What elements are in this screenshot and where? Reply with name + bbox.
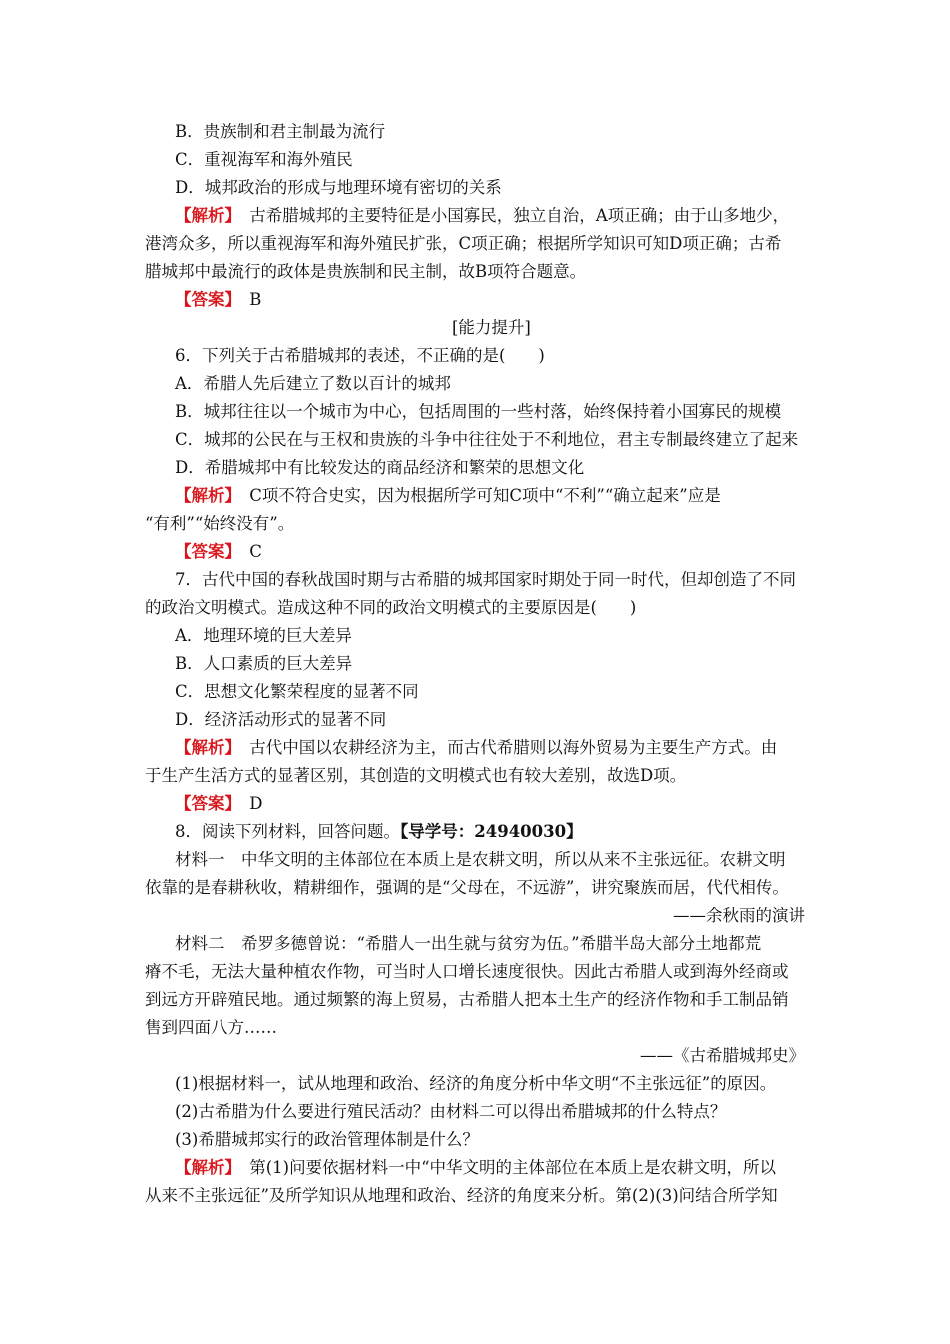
guide-number: 【导学号：24940030】 — [400, 822, 583, 841]
q6-stem: 6．下列关于古希腊城邦的表述，不正确的是( ) — [175, 346, 545, 365]
q6-option-a: A．希腊人先后建立了数以百计的城邦 — [175, 374, 451, 393]
q6-answer: 【答案】 C — [175, 542, 262, 561]
q8-stem: 8．阅读下列材料，回答问题。【导学号：24940030】 — [175, 822, 583, 841]
q6-option-b: B．城邦往往以一个城市为中心，包括周围的一些村落，始终保持着小国寡民的规模 — [175, 402, 782, 421]
q5-analysis-line: 港湾众多，所以重视海军和海外殖民扩张，C项正确；根据所学知识可知D项正确；古希 — [145, 234, 782, 253]
answer-label: 【答案】 — [175, 542, 233, 561]
q5-answer: 【答案】 B — [175, 290, 262, 309]
q6-option-c: C．城邦的公民在与王权和贵族的斗争中往往处于不利地位，君主专制最终建立了起来 — [175, 430, 799, 449]
q8-question-1: (1)根据材料一，试从地理和政治、经济的角度分析中华文明“不主张远征”的原因。 — [175, 1074, 777, 1093]
q5-analysis-line: 【解析】 古希腊城邦的主要特征是小国寡民，独立自治，A项正确；由于山多地少， — [175, 206, 790, 225]
q5-option-b: B．贵族制和君主制最为流行 — [175, 122, 386, 141]
material2-line: 到远方开辟殖民地。通过频繁的海上贸易，古希腊人把本土生产的经济作物和手工制品销 — [145, 990, 789, 1009]
material1-source: ——余秋雨的演讲 — [673, 906, 805, 925]
q5-option-c: C．重视海军和海外殖民 — [175, 150, 353, 169]
material2-line: 瘠不毛，无法大量种植农作物，可当时人口增长速度很快。因此古希腊人或到海外经商或 — [145, 962, 789, 981]
analysis-label: 【解析】 — [175, 206, 233, 225]
q6-analysis-line: 【解析】 C项不符合史实，因为根据所学可知C项中“不利”“确立起来”应是 — [175, 486, 721, 505]
answer-label: 【答案】 — [175, 794, 233, 813]
material2-source: ——《古希腊城邦史》 — [640, 1046, 805, 1065]
q8-question-2: (2)古希腊为什么要进行殖民活动？由材料二可以得出希腊城邦的什么特点？ — [175, 1102, 727, 1121]
q7-stem-line: 7．古代中国的春秋战国时期与古希腊的城邦国家时期处于同一时代，但却创造了不同 — [175, 570, 796, 589]
q6-option-d: D．希腊城邦中有比较发达的商品经济和繁荣的思想文化 — [175, 458, 585, 477]
q5-option-d: D．城邦政治的形成与地理环境有密切的关系 — [175, 178, 502, 197]
answer-label: 【答案】 — [175, 290, 233, 309]
q7-option-c: C．思想文化繁荣程度的显著不同 — [175, 682, 419, 701]
material2-line: 材料二 希罗多德曾说：“希腊人一出生就与贫穷为伍。”希腊半岛大部分土地都荒 — [175, 934, 762, 953]
analysis-label: 【解析】 — [175, 1158, 233, 1177]
material2-line: 售到四面八方…… — [145, 1018, 277, 1037]
q6-analysis-line: “有利”“始终没有”。 — [145, 514, 295, 533]
q8-analysis-line: 从来不主张远征”及所学知识从地理和政治、经济的角度来分析。第(2)(3)问结合所学知 — [145, 1186, 778, 1205]
material1-line: 材料一 中华文明的主体部位在本质上是农耕文明，所以从来不主张远征。农耕文明 — [175, 850, 786, 869]
q7-option-d: D．经济活动形式的显著不同 — [175, 710, 387, 729]
q5-analysis-line: 腊城邦中最流行的政体是贵族制和民主制，故B项符合题意。 — [145, 262, 587, 281]
q7-option-a: A．地理环境的巨大差异 — [175, 626, 352, 645]
q7-option-b: B．人口素质的巨大差异 — [175, 654, 353, 673]
section-title: [能力提升] — [452, 318, 531, 337]
q7-analysis-line: 【解析】 古代中国以农耕经济为主，而古代希腊则以海外贸易为主要生产方式。由 — [175, 738, 778, 757]
analysis-label: 【解析】 — [175, 486, 233, 505]
q7-answer: 【答案】 D — [175, 794, 263, 813]
q7-analysis-line: 于生产生活方式的显著区别，其创造的文明模式也有较大差别，故选D项。 — [145, 766, 687, 785]
q7-stem-line: 的政治文明模式。造成这种不同的政治文明模式的主要原因是( ) — [145, 598, 637, 617]
q8-analysis-line: 【解析】 第(1)问要依据材料一中“中华文明的主体部位在本质上是农耕文明，所以 — [175, 1158, 777, 1177]
q8-question-3: (3)希腊城邦实行的政治管理体制是什么？ — [175, 1130, 479, 1149]
analysis-label: 【解析】 — [175, 738, 233, 757]
material1-line: 依靠的是春耕秋收，精耕细作，强调的是“父母在，不远游”，讲究聚族而居，代代相传。 — [145, 878, 789, 897]
